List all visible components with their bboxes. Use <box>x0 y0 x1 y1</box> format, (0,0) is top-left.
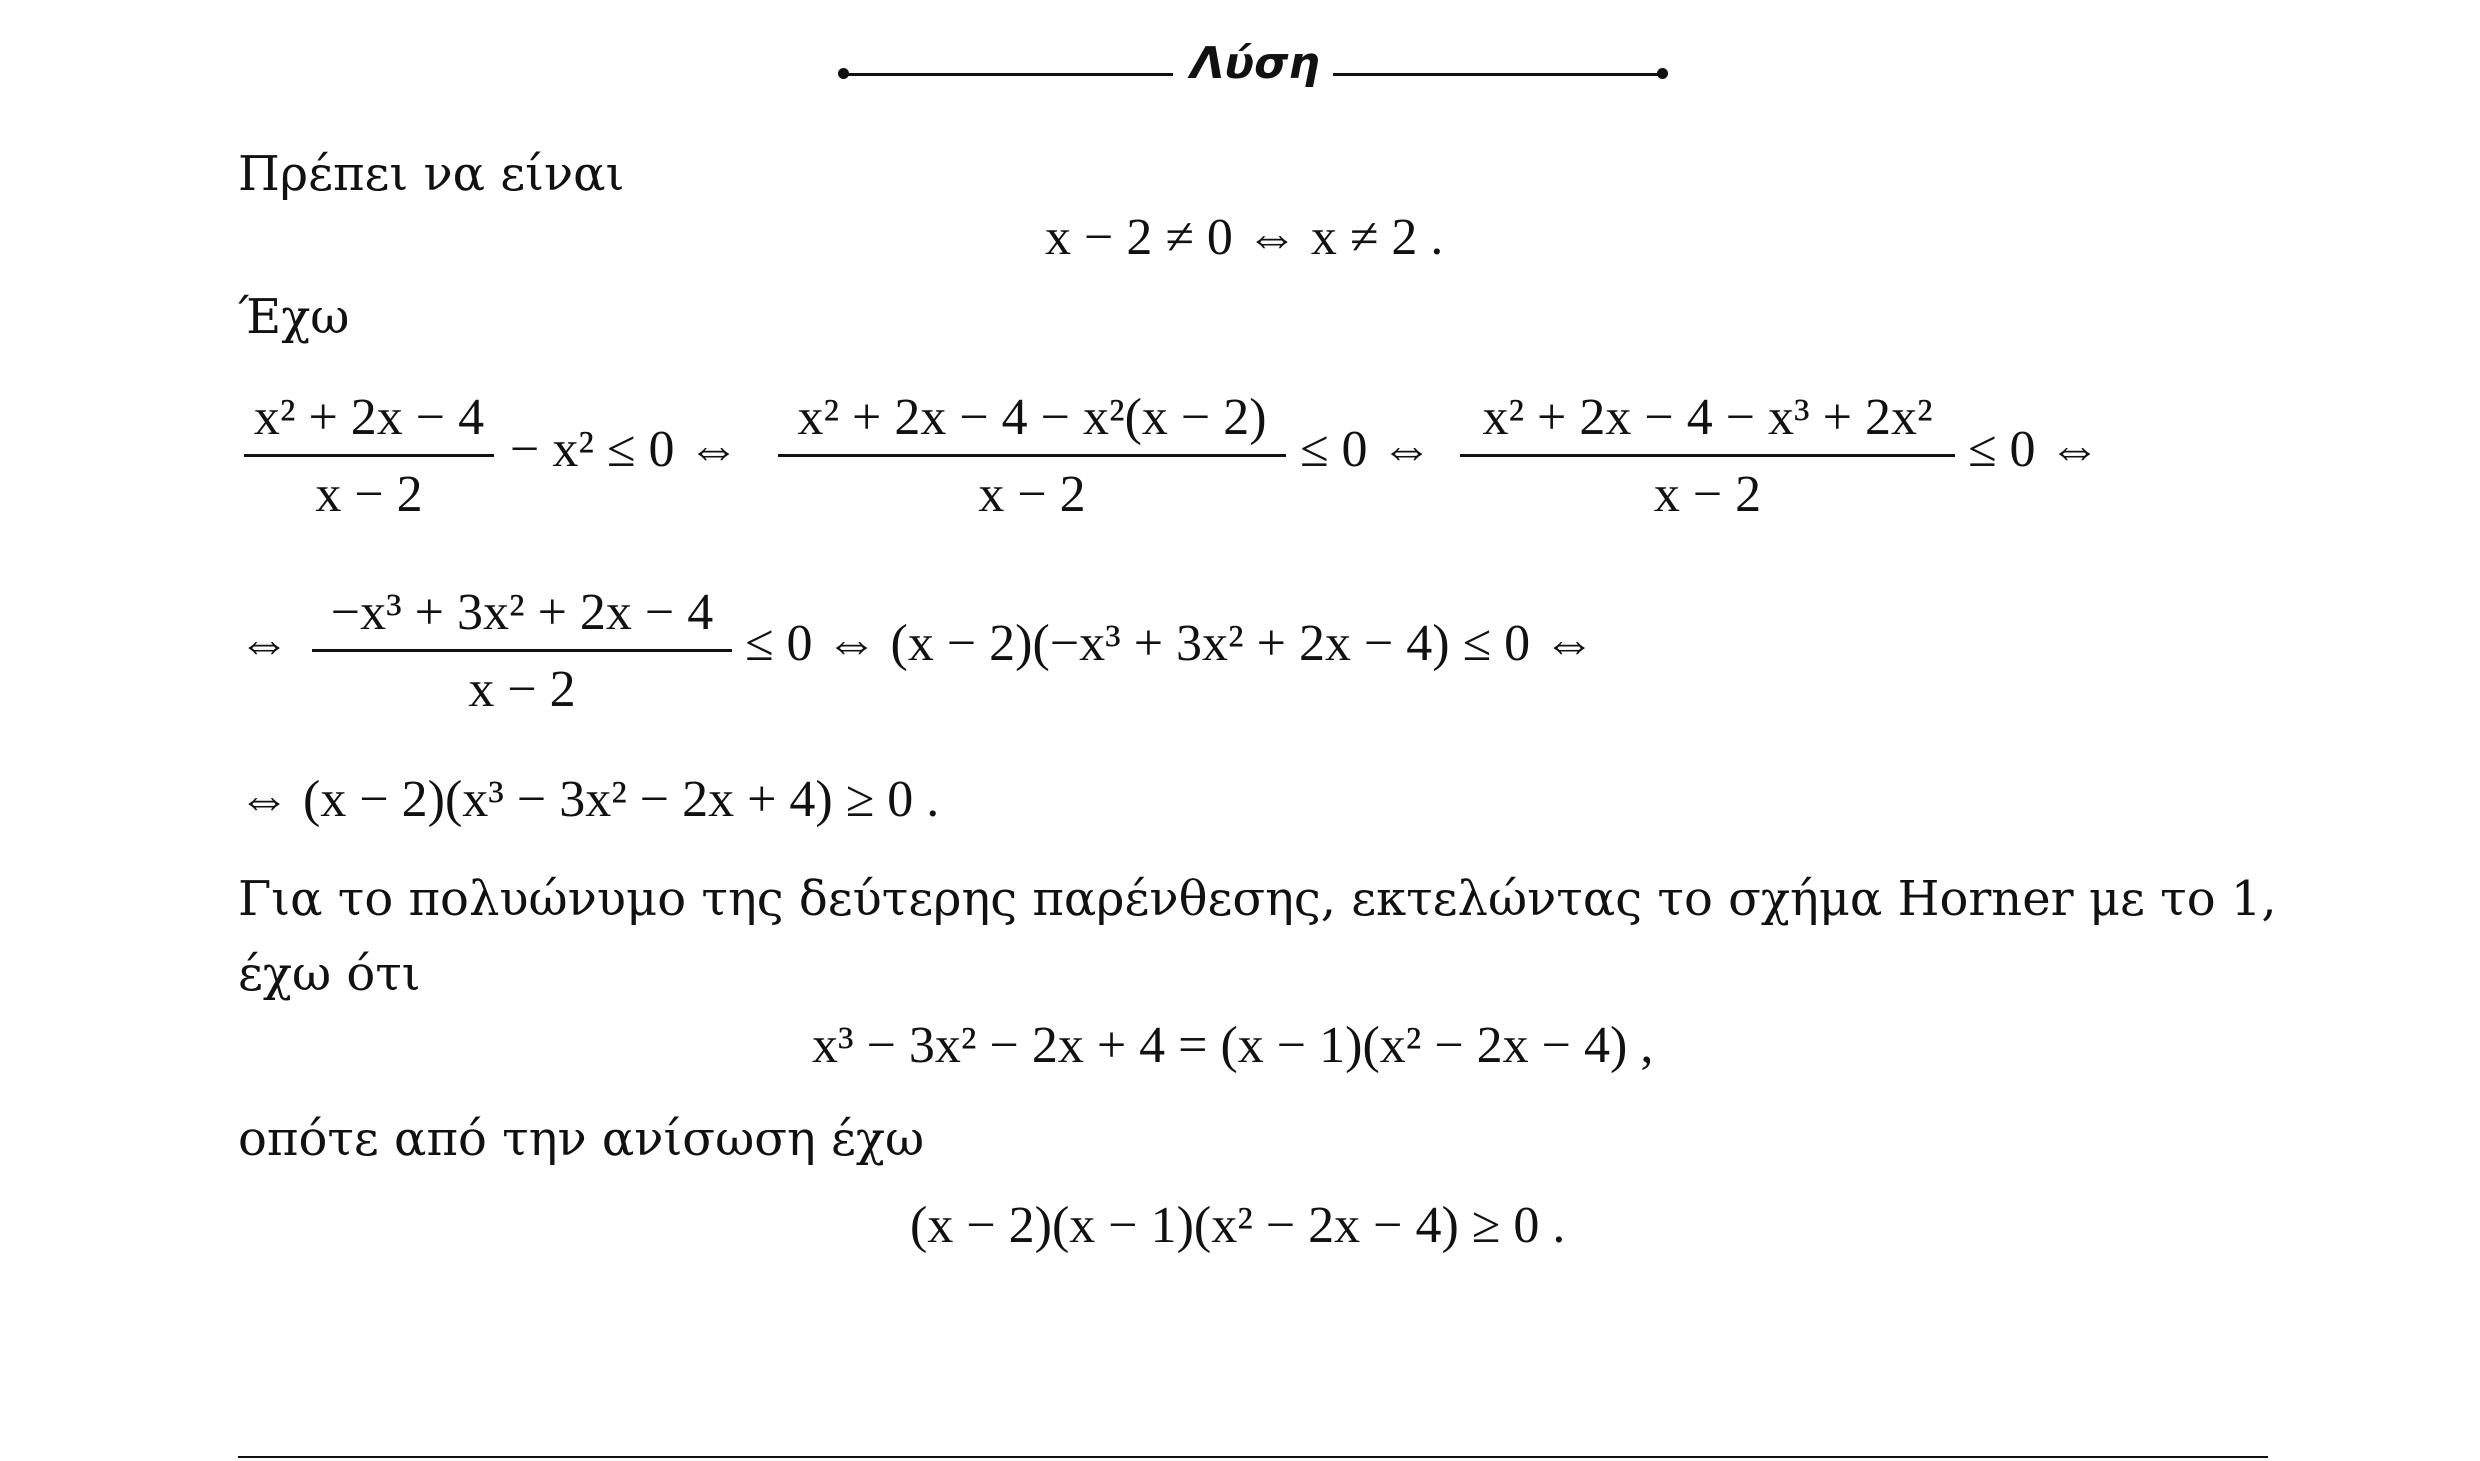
paragraph-horner-line-1: Για το πολυώνυμο της δεύτερης παρένθεσης, εκτελώντας το σχήμα Horner με το 1, <box>238 871 2277 927</box>
fraction-2-denominator: x − 2 <box>978 466 1086 523</box>
equation-2-end: ≤ 0 ⇔ <box>1968 421 2101 478</box>
footer-rule <box>238 1456 2268 1458</box>
equation-6: (x − 2)(x − 1)(x² − 2x − 4) ≥ 0 . <box>910 1197 1566 1254</box>
paragraph-have: Έχω <box>238 289 350 345</box>
fraction-3-numerator: x² + 2x − 4 − x³ + 2x² <box>1482 389 1933 446</box>
fraction-2-numerator: x² + 2x − 4 − x²(x − 2) <box>797 389 1267 446</box>
fraction-4-denominator: x − 2 <box>468 661 576 718</box>
header-right-dot <box>1657 68 1668 79</box>
equation-4: ⇔ (x − 2)(x³ − 3x² − 2x + 4) ≥ 0 . <box>238 771 940 828</box>
paragraph-must-be: Πρέπει να είναι <box>238 146 625 202</box>
fraction-1-bar <box>244 454 494 457</box>
fraction-1-denominator: x − 2 <box>315 466 423 523</box>
header-left-line <box>843 73 1173 76</box>
equation-5: x³ − 3x² − 2x + 4 = (x − 1)(x² − 2x − 4) , <box>812 1017 1654 1074</box>
paragraph-so-from-inequality: οπότε από την ανίσωση έχω <box>238 1111 925 1167</box>
fraction-2 <box>778 389 1286 523</box>
fraction-3-bar <box>1460 454 1955 457</box>
equation-domain: x − 2 ≠ 0 ⇔ x ≠ 2 . <box>1045 209 1444 266</box>
fraction-2-bar <box>778 454 1286 457</box>
fraction-4 <box>312 584 732 718</box>
fraction-3-denominator: x − 2 <box>1653 466 1762 523</box>
fraction-1-numerator: x² + 2x − 4 <box>253 389 485 446</box>
fraction-3 <box>1460 389 1955 523</box>
equation-2-middle-2: ≤ 0 ⇔ <box>1300 421 1433 478</box>
paragraph-horner-line-2: έχω ότι <box>238 946 421 1002</box>
equation-3-rest: ≤ 0 ⇔ (x − 2)(−x³ + 3x² + 2x − 4) ≤ 0 ⇔ <box>745 615 1596 672</box>
fraction-4-bar <box>312 649 732 652</box>
equation-2-middle-1: − x² ≤ 0 ⇔ <box>510 421 740 478</box>
fraction-4-numerator: −x³ + 3x² + 2x − 4 <box>330 584 714 641</box>
header-right-line <box>1333 73 1663 76</box>
equation-3-lead: ⇔ <box>238 615 290 672</box>
section-heading: Λύση <box>1190 38 1320 89</box>
fraction-1 <box>244 389 494 523</box>
